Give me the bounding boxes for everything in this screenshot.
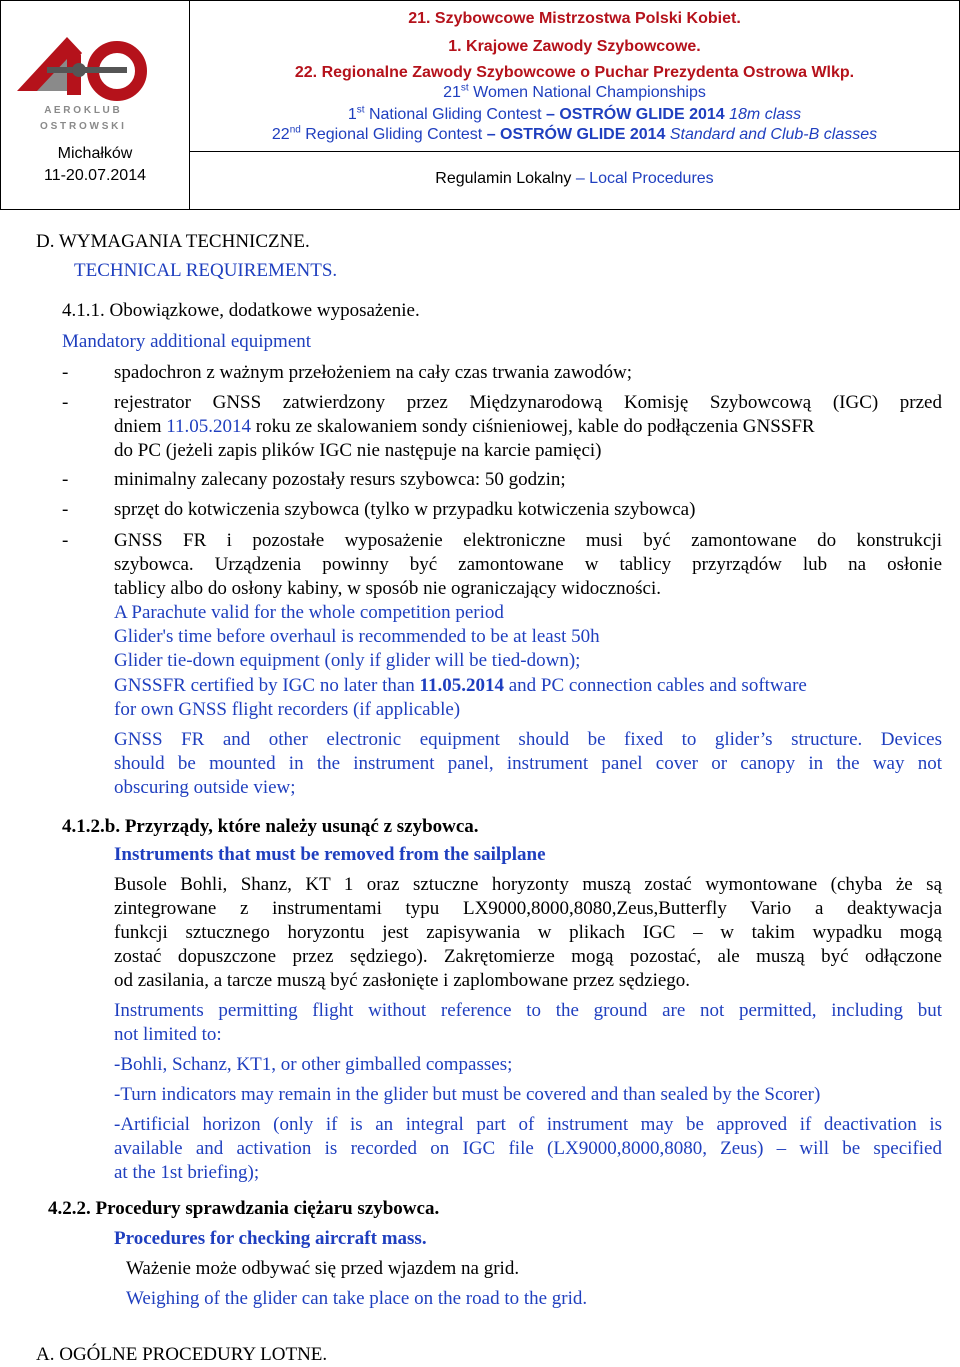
s412b-heading-en: Instruments that must be removed from the sailplane bbox=[114, 844, 546, 865]
s411-item-5-line-3: tablicy albo do osłony kabiny, w sposób nie ograniczający widoczności. bbox=[114, 578, 661, 599]
section-d-title-pl: D. WYMAGANIA TECHNICZNE. bbox=[36, 231, 310, 252]
header-divider bbox=[190, 151, 959, 152]
s412b-en-5: -Artificial horizon (only if is an integral part of instrument may be approved if deactivation is bbox=[114, 1114, 942, 1135]
s411-item-3: minimalny zalecany pozostały resurs szybowca: 50 godzin; bbox=[114, 469, 566, 490]
aeroklub-logo bbox=[7, 29, 157, 139]
svg-text:A E R O K L U B: A E R O K L U B bbox=[44, 105, 120, 116]
bullet-dash: - bbox=[62, 392, 69, 413]
s411-en-3: Glider tie-down equipment (only if glider will be tied-down); bbox=[114, 650, 581, 671]
s411-heading-pl: 4.1.1. Obowiązkowe, dodatkowe wyposażenie. bbox=[62, 300, 420, 321]
s412b-en-7: at the 1st briefing); bbox=[114, 1162, 260, 1183]
header-logo-cell bbox=[1, 1, 190, 209]
s412b-heading-pl: 4.1.2.b. Przyrządy, które należy usunąć z szybowca. bbox=[62, 816, 479, 837]
header-line-6: 22nd Regional Gliding Contest – OSTRÓW GLIDE 2014 Standard and Club-B classes bbox=[271, 124, 878, 143]
s411-item-2-line-3: do PC (jeżeli zapis plików IGC nie następuje na karcie pamięci) bbox=[114, 440, 602, 461]
header-line-4: 21st Women National Championships bbox=[443, 82, 706, 101]
s411-en-1: A Parachute valid for the whole competition period bbox=[114, 602, 504, 623]
s411-en-5: for own GNSS flight recorders (if applicable) bbox=[114, 699, 461, 720]
s412b-pl-4: zostać dopuszczone przez sędziego). Zakrętomierze mogą pozostać, ale muszą być odłączone bbox=[114, 946, 942, 967]
svg-text:O S T R O W S K I: O S T R O W S K I bbox=[40, 121, 124, 132]
bullet-dash: - bbox=[62, 499, 69, 520]
section-a-title: A. OGÓLNE PROCEDURY LOTNE. bbox=[36, 1344, 328, 1365]
s411-item-5-line-2: szybowca. Urządzenia powinny być zamontowane w tablicy przyrządów lub na osłonie bbox=[114, 554, 942, 575]
s412b-en-1: Instruments permitting flight without reference to the ground are not permitted, including but bbox=[114, 1000, 942, 1021]
s411-item-2-line-2: dniem 11.05.2014 roku ze skalowaniem sondy ciśnieniowej, kable do podłączenia GNSSFR bbox=[114, 416, 815, 437]
header-line-5: 1st National Gliding Contest – OSTRÓW GLIDE 2014 18m class bbox=[347, 104, 802, 123]
s422-en: Weighing of the glider can take place on the road to the grid. bbox=[126, 1288, 588, 1309]
s411-item-1: spadochron z ważnym przełożeniem na cały czas trwania zawodów; bbox=[114, 362, 633, 383]
s411-en-6: GNSS FR and other electronic equipment should be fixed to glider’s structure. Devices bbox=[114, 729, 942, 750]
s422-heading-en: Procedures for checking aircraft mass. bbox=[114, 1228, 427, 1249]
header-location: Michałków bbox=[57, 145, 133, 162]
s411-heading-en: Mandatory additional equipment bbox=[62, 331, 312, 352]
s411-item-5-line-1: GNSS FR i pozostałe wyposażenie elektroniczne musi być zamontowane do konstrukcji bbox=[114, 530, 942, 551]
section-d-title-en: TECHNICAL REQUIREMENTS. bbox=[74, 260, 338, 281]
s412b-en-3: -Bohli, Schanz, KT1, or other gimballed compasses; bbox=[114, 1054, 513, 1075]
s412b-pl-1: Busole Bohli, Shanz, KT 1 oraz sztuczne horyzonty muszą zostać wymontowane (chyba że są bbox=[114, 874, 942, 895]
bullet-dash: - bbox=[62, 469, 69, 490]
header-line-3: 22. Regionalne Zawody Szybowcowe o Puchar Prezydenta Ostrowa Wlkp. bbox=[294, 64, 855, 81]
header-line-2: 1. Krajowe Zawody Szybowcowe. bbox=[448, 38, 701, 55]
s411-item-2-line-1: rejestrator GNSS zatwierdzony przez Międzynarodową Komisję Szybowcową (IGC) przed bbox=[114, 392, 942, 413]
s411-en-7: should be mounted in the instrument panel, instrument panel cover or canopy in the way not bbox=[114, 753, 942, 774]
s422-pl: Ważenie może odbywać się przed wjazdem na grid. bbox=[126, 1258, 520, 1279]
s411-en-4: GNSSFR certified by IGC no later than 11.05.2014 and PC connection cables and software bbox=[114, 675, 807, 696]
s411-en-8: obscuring outside view; bbox=[114, 777, 296, 798]
header-title-cell bbox=[190, 1, 959, 209]
s412b-en-6: available and activation is recorded on IGC file (LX9000,8000,8080, Zeus) – will be specified bbox=[114, 1138, 942, 1159]
s412b-pl-5: od zasilania, a tarcze muszą być zasłonięte i zaplombowane przez sędziego. bbox=[114, 970, 691, 991]
header-rules: Regulamin Lokalny – Local Procedures bbox=[435, 170, 714, 187]
header-line-1: 21. Szybowcowe Mistrzostwa Polski Kobiet. bbox=[408, 10, 741, 27]
bullet-dash: - bbox=[62, 530, 69, 551]
s412b-pl-3: funkcji sztucznego horyzontu jest zapisywania w plikach IGC – w takim wypadku mogą bbox=[114, 922, 942, 943]
s411-en-2: Glider's time before overhaul is recommended to be at least 50h bbox=[114, 626, 600, 647]
header-dates: 11-20.07.2014 bbox=[43, 167, 146, 184]
page-header bbox=[0, 0, 960, 210]
bullet-dash: - bbox=[62, 362, 69, 383]
s412b-en-2: not limited to: bbox=[114, 1024, 222, 1045]
s422-heading-pl: 4.2.2. Procedury sprawdzania ciężaru szybowca. bbox=[48, 1198, 440, 1219]
s412b-pl-2: zintegrowane z instrumentami typu LX9000,8000,8080,Zeus,Butterfly Vario a deaktywacja bbox=[114, 898, 942, 919]
s412b-en-4: -Turn indicators may remain in the glider but must be covered and than sealed by the Scorer) bbox=[114, 1084, 821, 1105]
s411-item-4: sprzęt do kotwiczenia szybowca (tylko w przypadku kotwiczenia szybowca) bbox=[114, 499, 696, 520]
